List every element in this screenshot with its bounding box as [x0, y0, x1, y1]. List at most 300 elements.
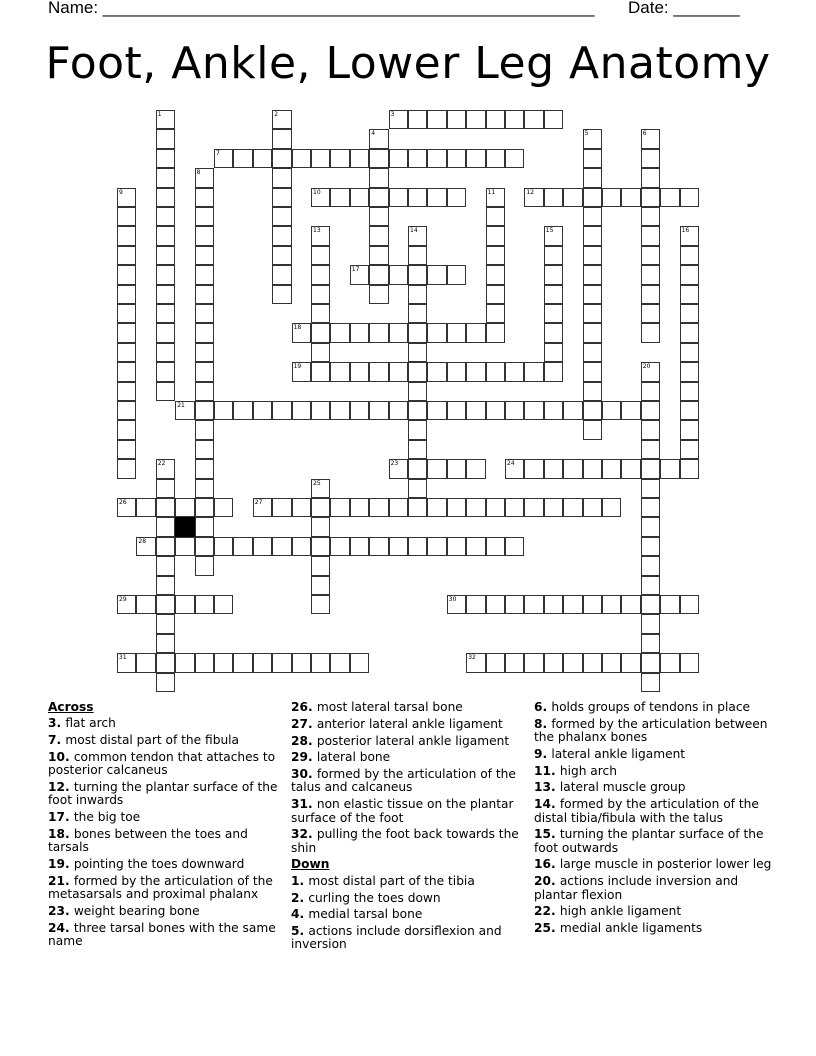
grid-cell[interactable]	[156, 362, 175, 381]
grid-cell[interactable]	[486, 304, 505, 323]
grid-cell[interactable]	[466, 537, 485, 556]
grid-cell[interactable]	[408, 479, 427, 498]
grid-cell[interactable]	[156, 110, 175, 129]
grid-cell[interactable]	[117, 459, 136, 478]
grid-cell[interactable]	[233, 149, 252, 168]
grid-cell[interactable]	[447, 149, 466, 168]
grid-cell[interactable]	[408, 323, 427, 342]
grid-cell[interactable]	[641, 129, 660, 148]
grid-cell[interactable]	[311, 537, 330, 556]
grid-cell[interactable]	[233, 653, 252, 672]
grid-cell[interactable]	[427, 265, 446, 284]
grid-cell[interactable]	[117, 401, 136, 420]
grid-cell[interactable]	[117, 440, 136, 459]
grid-cell[interactable]	[427, 323, 446, 342]
grid-cell[interactable]	[486, 323, 505, 342]
grid-cell[interactable]	[117, 207, 136, 226]
grid-cell[interactable]	[583, 168, 602, 187]
grid-cell[interactable]	[311, 401, 330, 420]
grid-cell[interactable]	[311, 246, 330, 265]
grid-cell[interactable]	[175, 595, 194, 614]
grid-cell[interactable]	[350, 401, 369, 420]
grid-cell[interactable]	[156, 343, 175, 362]
grid-cell[interactable]	[350, 149, 369, 168]
grid-cell[interactable]	[156, 653, 175, 672]
grid-cell[interactable]	[621, 188, 640, 207]
grid-cell[interactable]	[272, 401, 291, 420]
grid-cell[interactable]	[311, 304, 330, 323]
grid-cell[interactable]	[156, 614, 175, 633]
grid-cell[interactable]	[680, 401, 699, 420]
grid-cell[interactable]	[272, 168, 291, 187]
grid-cell[interactable]	[544, 285, 563, 304]
grid-cell[interactable]	[408, 149, 427, 168]
grid-cell[interactable]	[311, 362, 330, 381]
grid-cell[interactable]	[427, 362, 446, 381]
grid-cell[interactable]	[544, 226, 563, 245]
grid-cell[interactable]	[117, 362, 136, 381]
grid-cell[interactable]	[447, 401, 466, 420]
grid-cell[interactable]	[292, 323, 311, 342]
grid-cell[interactable]	[583, 653, 602, 672]
grid-cell[interactable]	[311, 517, 330, 536]
grid-cell[interactable]	[214, 498, 233, 517]
grid-cell[interactable]	[641, 226, 660, 245]
grid-cell[interactable]	[117, 420, 136, 439]
grid-cell[interactable]	[156, 673, 175, 692]
grid-cell[interactable]	[641, 401, 660, 420]
grid-cell[interactable]	[505, 498, 524, 517]
grid-cell[interactable]	[641, 285, 660, 304]
grid-cell[interactable]	[621, 653, 640, 672]
grid-cell[interactable]	[602, 401, 621, 420]
grid-cell[interactable]	[389, 110, 408, 129]
grid-cell[interactable]	[272, 653, 291, 672]
grid-cell[interactable]	[583, 595, 602, 614]
grid-cell[interactable]	[311, 265, 330, 284]
grid-cell[interactable]	[369, 498, 388, 517]
grid-cell[interactable]	[369, 149, 388, 168]
grid-cell[interactable]	[583, 285, 602, 304]
grid-cell[interactable]	[195, 653, 214, 672]
grid-cell[interactable]	[680, 226, 699, 245]
grid-cell[interactable]	[680, 304, 699, 323]
grid-cell[interactable]	[195, 168, 214, 187]
grid-cell[interactable]	[447, 110, 466, 129]
grid-cell[interactable]	[486, 362, 505, 381]
grid-cell[interactable]	[583, 459, 602, 478]
grid-cell[interactable]	[389, 188, 408, 207]
grid-cell[interactable]	[544, 653, 563, 672]
grid-cell[interactable]	[272, 110, 291, 129]
grid-cell[interactable]	[641, 420, 660, 439]
grid-cell[interactable]	[505, 149, 524, 168]
grid-cell[interactable]	[117, 285, 136, 304]
grid-cell[interactable]	[330, 537, 349, 556]
grid-cell[interactable]	[583, 188, 602, 207]
grid-cell[interactable]	[447, 498, 466, 517]
grid-cell[interactable]	[447, 323, 466, 342]
grid-cell[interactable]	[524, 401, 543, 420]
grid-cell[interactable]	[447, 362, 466, 381]
grid-cell[interactable]	[680, 382, 699, 401]
grid-cell[interactable]	[195, 401, 214, 420]
grid-cell[interactable]	[680, 440, 699, 459]
grid-cell[interactable]	[369, 265, 388, 284]
grid-cell[interactable]	[311, 653, 330, 672]
grid-cell[interactable]	[408, 304, 427, 323]
grid-cell[interactable]	[214, 149, 233, 168]
grid-cell[interactable]	[621, 595, 640, 614]
grid-cell[interactable]	[680, 265, 699, 284]
grid-cell[interactable]	[253, 401, 272, 420]
grid-cell[interactable]	[544, 362, 563, 381]
grid-cell[interactable]	[602, 459, 621, 478]
grid-cell[interactable]	[680, 246, 699, 265]
grid-cell[interactable]	[486, 285, 505, 304]
grid-cell[interactable]	[350, 498, 369, 517]
grid-cell[interactable]	[272, 246, 291, 265]
grid-cell[interactable]	[272, 207, 291, 226]
grid-cell[interactable]	[233, 537, 252, 556]
grid-cell[interactable]	[583, 304, 602, 323]
grid-cell[interactable]	[330, 401, 349, 420]
grid-cell[interactable]	[311, 556, 330, 575]
grid-cell[interactable]	[486, 537, 505, 556]
grid-cell[interactable]	[175, 653, 194, 672]
grid-cell[interactable]	[641, 556, 660, 575]
grid-cell[interactable]	[486, 246, 505, 265]
grid-cell[interactable]	[466, 110, 485, 129]
grid-cell[interactable]	[330, 323, 349, 342]
grid-cell[interactable]	[195, 323, 214, 342]
grid-cell[interactable]	[466, 653, 485, 672]
grid-cell[interactable]	[427, 110, 446, 129]
grid-cell[interactable]	[544, 459, 563, 478]
grid-cell[interactable]	[544, 323, 563, 342]
grid-cell[interactable]	[583, 382, 602, 401]
grid-cell[interactable]	[505, 362, 524, 381]
grid-cell[interactable]	[117, 595, 136, 614]
grid-cell[interactable]	[195, 188, 214, 207]
grid-cell[interactable]	[641, 440, 660, 459]
grid-cell[interactable]	[524, 498, 543, 517]
grid-cell[interactable]	[680, 362, 699, 381]
grid-cell[interactable]	[427, 401, 446, 420]
grid-cell[interactable]	[389, 149, 408, 168]
grid-cell[interactable]	[389, 537, 408, 556]
grid-cell[interactable]	[195, 479, 214, 498]
grid-cell[interactable]	[369, 362, 388, 381]
grid-cell[interactable]	[350, 265, 369, 284]
grid-cell[interactable]	[680, 653, 699, 672]
grid-cell[interactable]	[311, 149, 330, 168]
grid-cell[interactable]	[369, 207, 388, 226]
grid-cell[interactable]	[524, 362, 543, 381]
grid-cell[interactable]	[680, 595, 699, 614]
grid-cell[interactable]	[641, 614, 660, 633]
grid-cell[interactable]	[292, 498, 311, 517]
grid-cell[interactable]	[311, 576, 330, 595]
grid-cell[interactable]	[447, 265, 466, 284]
grid-cell[interactable]	[408, 420, 427, 439]
grid-cell[interactable]	[292, 149, 311, 168]
grid-cell[interactable]	[369, 285, 388, 304]
grid-cell[interactable]	[156, 226, 175, 245]
grid-cell[interactable]	[292, 401, 311, 420]
grid-cell[interactable]	[175, 537, 194, 556]
grid-cell[interactable]	[369, 537, 388, 556]
grid-cell[interactable]	[641, 362, 660, 381]
grid-cell[interactable]	[214, 537, 233, 556]
grid-cell[interactable]	[660, 653, 679, 672]
grid-cell[interactable]	[195, 343, 214, 362]
grid-cell[interactable]	[350, 362, 369, 381]
grid-cell[interactable]	[447, 459, 466, 478]
grid-cell[interactable]	[117, 188, 136, 207]
grid-cell[interactable]	[156, 168, 175, 187]
grid-cell[interactable]	[680, 285, 699, 304]
grid-cell[interactable]	[544, 188, 563, 207]
grid-cell[interactable]	[641, 517, 660, 536]
grid-cell[interactable]	[680, 188, 699, 207]
grid-cell[interactable]	[466, 401, 485, 420]
grid-cell[interactable]	[369, 188, 388, 207]
grid-cell[interactable]	[253, 149, 272, 168]
grid-cell[interactable]	[311, 343, 330, 362]
grid-cell[interactable]	[466, 362, 485, 381]
grid-cell[interactable]	[195, 207, 214, 226]
grid-cell[interactable]	[156, 556, 175, 575]
grid-cell[interactable]	[272, 226, 291, 245]
grid-cell[interactable]	[389, 459, 408, 478]
grid-cell[interactable]	[272, 188, 291, 207]
grid-cell[interactable]	[583, 401, 602, 420]
grid-cell[interactable]	[680, 459, 699, 478]
grid-cell[interactable]	[505, 110, 524, 129]
grid-cell[interactable]	[641, 323, 660, 342]
grid-cell[interactable]	[544, 343, 563, 362]
grid-cell[interactable]	[408, 110, 427, 129]
grid-cell[interactable]	[389, 362, 408, 381]
grid-cell[interactable]	[175, 401, 194, 420]
grid-cell[interactable]	[136, 498, 155, 517]
grid-cell[interactable]	[505, 537, 524, 556]
grid-cell[interactable]	[311, 323, 330, 342]
grid-cell[interactable]	[156, 595, 175, 614]
grid-cell[interactable]	[544, 304, 563, 323]
grid-cell[interactable]	[369, 323, 388, 342]
grid-cell[interactable]	[680, 323, 699, 342]
grid-cell[interactable]	[486, 653, 505, 672]
grid-cell[interactable]	[583, 323, 602, 342]
grid-cell[interactable]	[195, 537, 214, 556]
grid-cell[interactable]	[156, 265, 175, 284]
grid-cell[interactable]	[602, 188, 621, 207]
grid-cell[interactable]	[156, 517, 175, 536]
grid-cell[interactable]	[389, 265, 408, 284]
grid-cell[interactable]	[680, 420, 699, 439]
grid-cell[interactable]	[330, 149, 349, 168]
grid-cell[interactable]	[466, 459, 485, 478]
grid-cell[interactable]	[466, 498, 485, 517]
grid-cell[interactable]	[524, 595, 543, 614]
grid-cell[interactable]	[427, 149, 446, 168]
grid-cell[interactable]	[330, 188, 349, 207]
grid-cell[interactable]	[447, 595, 466, 614]
grid-cell[interactable]	[330, 362, 349, 381]
grid-cell[interactable]	[117, 382, 136, 401]
grid-cell[interactable]	[369, 129, 388, 148]
grid-cell[interactable]	[156, 207, 175, 226]
grid-cell[interactable]	[195, 382, 214, 401]
grid-cell[interactable]	[602, 653, 621, 672]
grid-cell[interactable]	[408, 401, 427, 420]
grid-cell[interactable]	[563, 188, 582, 207]
grid-cell[interactable]	[408, 343, 427, 362]
grid-cell[interactable]	[486, 595, 505, 614]
grid-cell[interactable]	[641, 265, 660, 284]
grid-cell[interactable]	[427, 459, 446, 478]
grid-cell[interactable]	[369, 168, 388, 187]
grid-cell[interactable]	[583, 207, 602, 226]
grid-cell[interactable]	[544, 246, 563, 265]
name-field[interactable]: Name: ____________________________________________________	[48, 0, 595, 17]
grid-cell[interactable]	[156, 188, 175, 207]
grid-cell[interactable]	[583, 420, 602, 439]
grid-cell[interactable]	[583, 226, 602, 245]
grid-cell[interactable]	[408, 362, 427, 381]
grid-cell[interactable]	[156, 246, 175, 265]
grid-cell[interactable]	[195, 304, 214, 323]
grid-cell[interactable]	[427, 188, 446, 207]
grid-cell[interactable]	[272, 498, 291, 517]
grid-cell[interactable]	[253, 498, 272, 517]
grid-cell[interactable]	[505, 401, 524, 420]
grid-cell[interactable]	[175, 498, 194, 517]
grid-cell[interactable]	[408, 226, 427, 245]
grid-cell[interactable]	[641, 149, 660, 168]
grid-cell[interactable]	[544, 498, 563, 517]
grid-cell[interactable]	[563, 459, 582, 478]
grid-cell[interactable]	[292, 653, 311, 672]
grid-cell[interactable]	[427, 498, 446, 517]
grid-cell[interactable]	[369, 401, 388, 420]
grid-cell[interactable]	[350, 653, 369, 672]
grid-cell[interactable]	[117, 246, 136, 265]
grid-cell[interactable]	[272, 129, 291, 148]
grid-cell[interactable]	[195, 517, 214, 536]
grid-cell[interactable]	[408, 440, 427, 459]
grid-cell[interactable]	[486, 401, 505, 420]
grid-cell[interactable]	[524, 459, 543, 478]
grid-cell[interactable]	[272, 285, 291, 304]
grid-cell[interactable]	[195, 595, 214, 614]
grid-cell[interactable]	[447, 537, 466, 556]
grid-cell[interactable]	[563, 401, 582, 420]
grid-cell[interactable]	[292, 362, 311, 381]
grid-cell[interactable]	[641, 246, 660, 265]
grid-cell[interactable]	[156, 304, 175, 323]
grid-cell[interactable]	[369, 246, 388, 265]
grid-cell[interactable]	[195, 556, 214, 575]
grid-cell[interactable]	[408, 188, 427, 207]
grid-cell[interactable]	[486, 110, 505, 129]
grid-cell[interactable]	[447, 188, 466, 207]
grid-cell[interactable]	[602, 498, 621, 517]
grid-cell[interactable]	[583, 498, 602, 517]
grid-cell[interactable]	[156, 537, 175, 556]
grid-cell[interactable]	[156, 382, 175, 401]
grid-cell[interactable]	[350, 188, 369, 207]
grid-cell[interactable]	[311, 285, 330, 304]
grid-cell[interactable]	[563, 595, 582, 614]
grid-cell[interactable]	[195, 362, 214, 381]
grid-cell[interactable]	[156, 285, 175, 304]
grid-cell[interactable]	[117, 653, 136, 672]
grid-cell[interactable]	[195, 440, 214, 459]
grid-cell[interactable]	[117, 343, 136, 362]
grid-cell[interactable]	[389, 401, 408, 420]
grid-cell[interactable]	[660, 459, 679, 478]
grid-cell[interactable]	[486, 265, 505, 284]
grid-cell[interactable]	[389, 498, 408, 517]
grid-cell[interactable]	[272, 537, 291, 556]
grid-cell[interactable]	[544, 595, 563, 614]
grid-cell[interactable]	[117, 498, 136, 517]
grid-cell[interactable]	[641, 673, 660, 692]
grid-cell[interactable]	[641, 653, 660, 672]
grid-cell[interactable]	[195, 459, 214, 478]
grid-cell[interactable]	[641, 595, 660, 614]
grid-cell[interactable]	[660, 188, 679, 207]
grid-cell[interactable]	[563, 498, 582, 517]
grid-cell[interactable]	[524, 188, 543, 207]
grid-cell[interactable]	[544, 265, 563, 284]
grid-cell[interactable]	[583, 362, 602, 381]
grid-cell[interactable]	[272, 149, 291, 168]
grid-cell[interactable]	[641, 382, 660, 401]
grid-cell[interactable]	[408, 498, 427, 517]
grid-cell[interactable]	[156, 576, 175, 595]
grid-cell[interactable]	[641, 207, 660, 226]
grid-cell[interactable]	[524, 653, 543, 672]
grid-cell[interactable]	[156, 479, 175, 498]
grid-cell[interactable]	[583, 129, 602, 148]
grid-cell[interactable]	[195, 246, 214, 265]
grid-cell[interactable]	[214, 653, 233, 672]
grid-cell[interactable]	[680, 343, 699, 362]
grid-cell[interactable]	[466, 595, 485, 614]
grid-cell[interactable]	[136, 537, 155, 556]
grid-cell[interactable]	[350, 537, 369, 556]
grid-cell[interactable]	[602, 595, 621, 614]
grid-cell[interactable]	[641, 498, 660, 517]
grid-cell[interactable]	[641, 576, 660, 595]
grid-cell[interactable]	[136, 595, 155, 614]
grid-cell[interactable]	[272, 265, 291, 284]
grid-cell[interactable]	[253, 653, 272, 672]
grid-cell[interactable]	[486, 226, 505, 245]
grid-cell[interactable]	[253, 537, 272, 556]
grid-cell[interactable]	[408, 537, 427, 556]
grid-cell[interactable]	[641, 459, 660, 478]
grid-cell[interactable]	[117, 304, 136, 323]
grid-cell[interactable]	[369, 226, 388, 245]
grid-cell[interactable]	[408, 265, 427, 284]
grid-cell[interactable]	[156, 498, 175, 517]
grid-cell[interactable]	[505, 459, 524, 478]
